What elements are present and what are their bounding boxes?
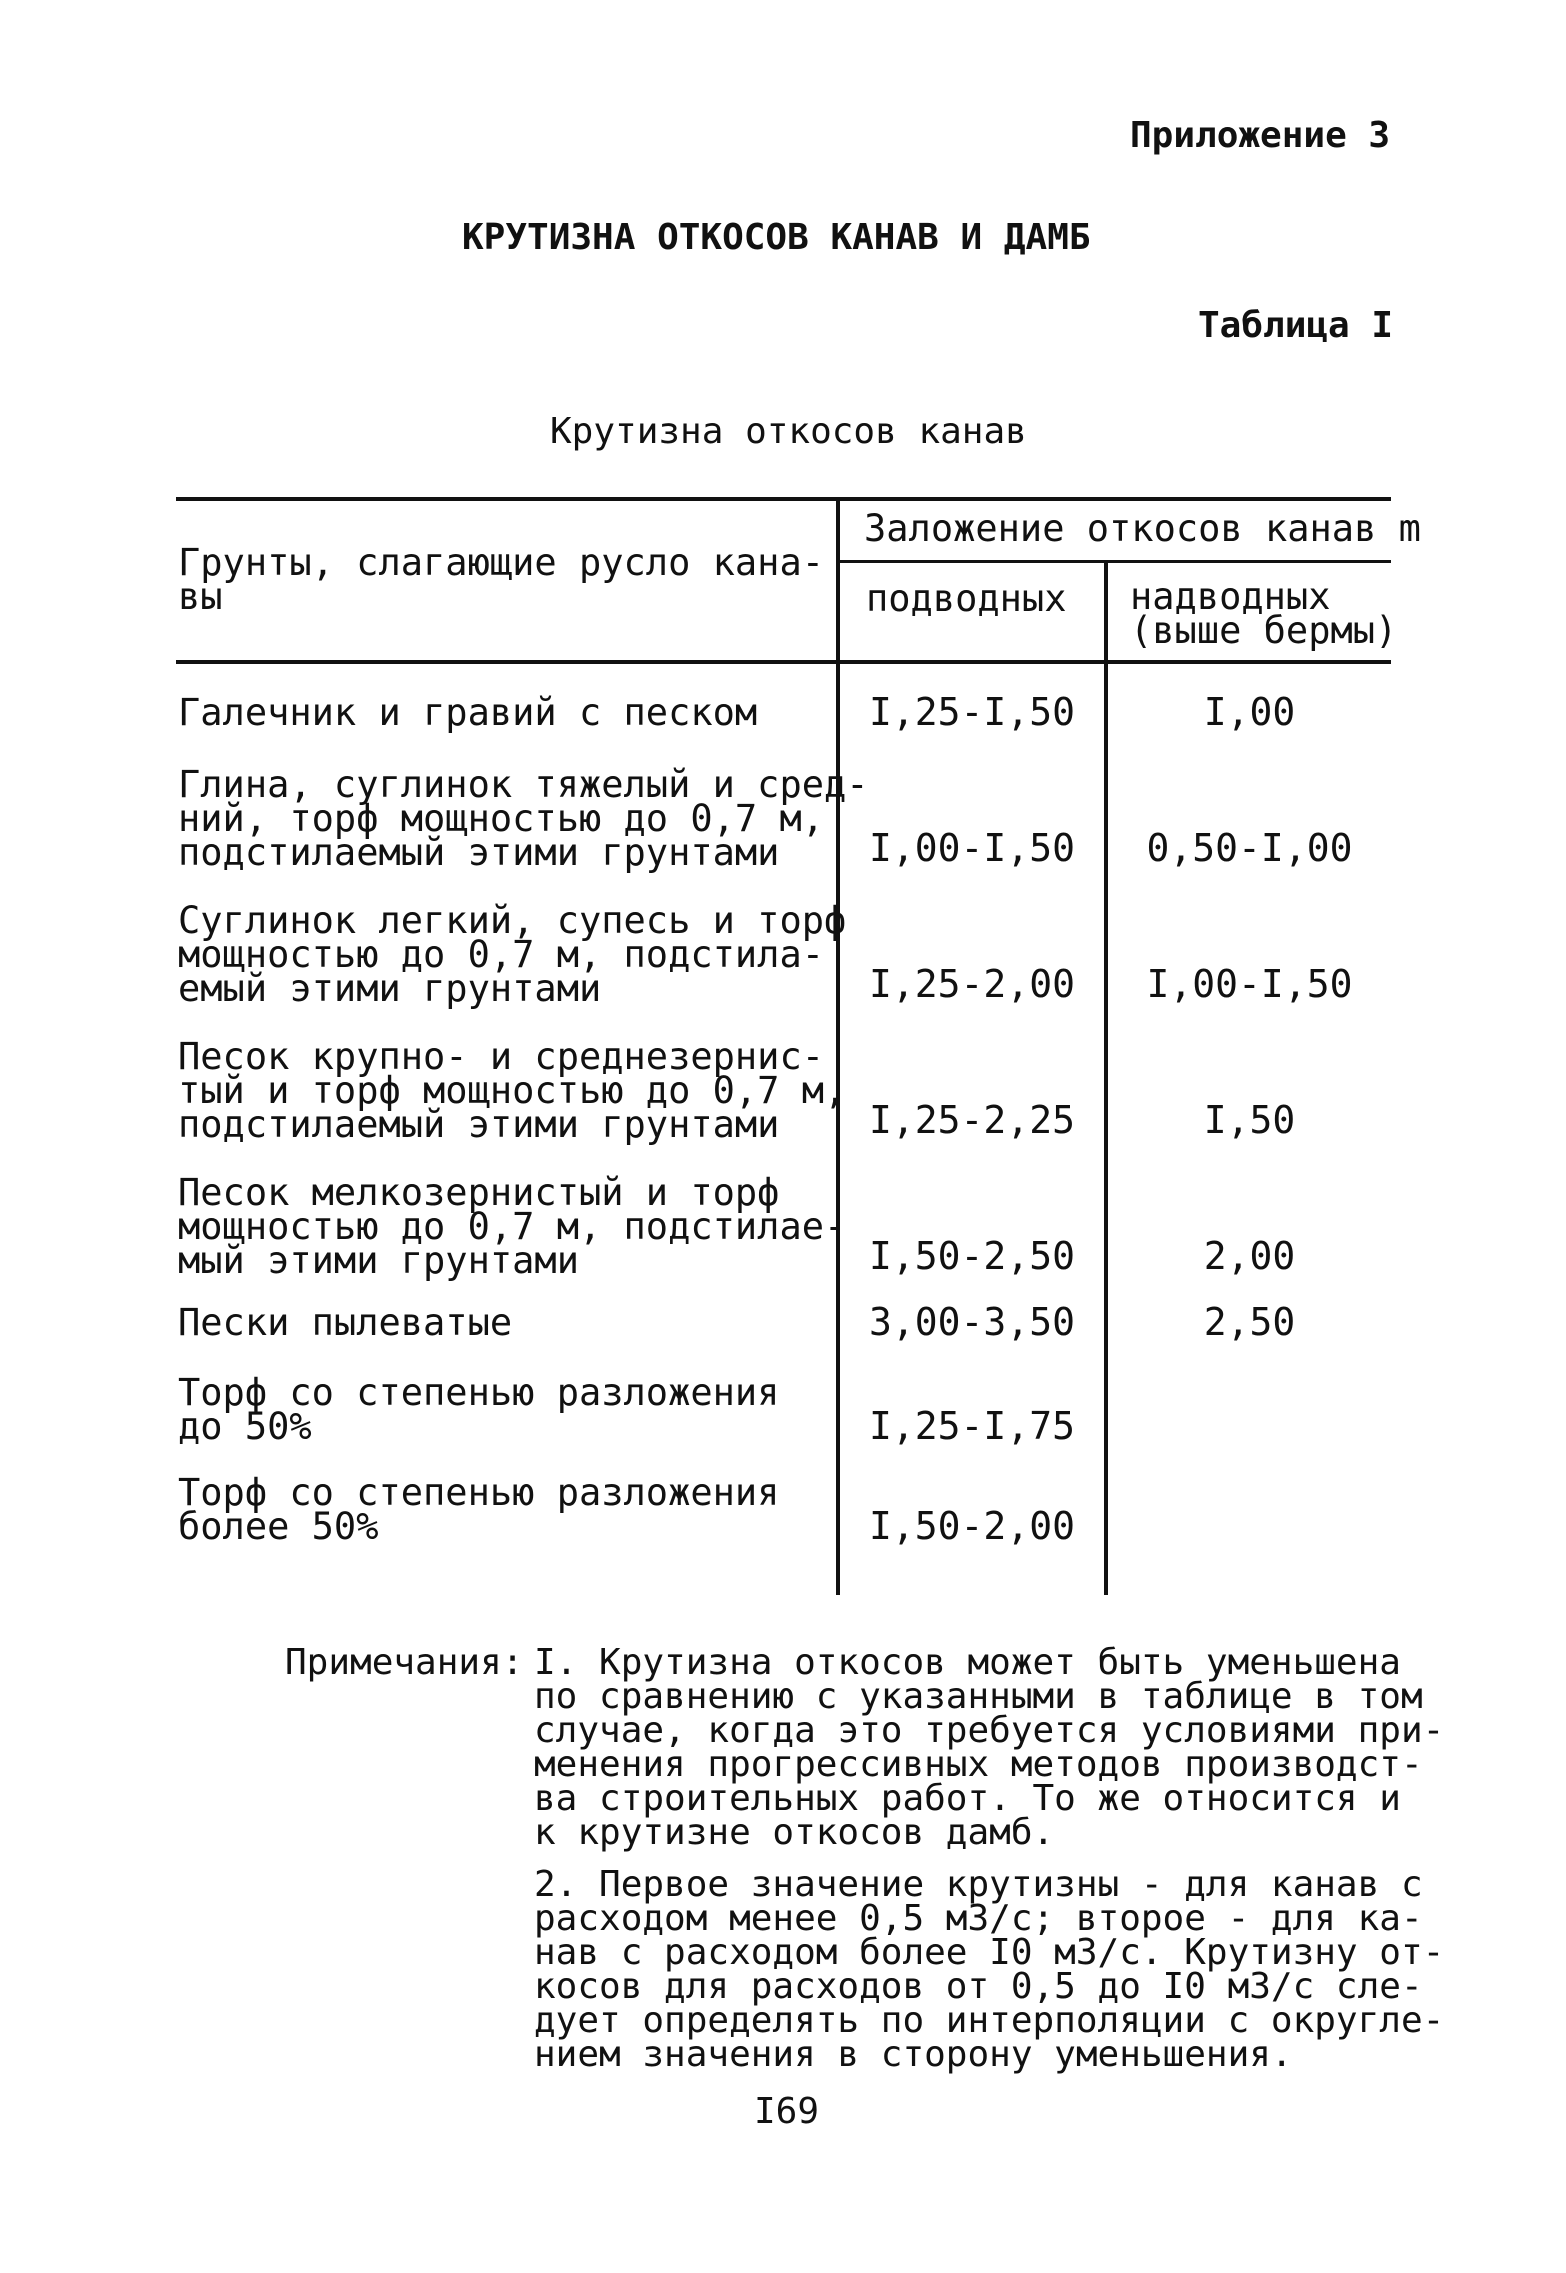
row-7-underwater: I,25-I,75 (869, 1404, 1075, 1448)
row-4-underwater: I,25-2,25 (869, 1098, 1075, 1142)
header-slope-group: Заложение откосов канав m (864, 507, 1421, 550)
row-1-underwater: I,25-I,50 (869, 690, 1075, 734)
row-4-abovewater: I,50 (1203, 1098, 1296, 1142)
header-abovewater: надводных (выше бермы) (1130, 575, 1398, 652)
header-soil: Грунты, слагающие русло кана- вы (178, 541, 825, 618)
row-6-abovewater: 2,50 (1203, 1300, 1296, 1344)
table-label: Таблица I (1198, 305, 1394, 346)
header-underwater: подводных (866, 577, 1067, 620)
note-2: 2. Первое значение крутизны - для канав с расходом менее 0,5 м3/с; второе - для ка- нав с расходом более I0 м3/с. Крутизну от- косов для расходов от 0,5 до I0 м3/с сле- дует определять по интерполяции с округле- нием значения в сторону уменьшения. (534, 1864, 1445, 2075)
row-1-soil: Галечник и гравий с песком (178, 691, 758, 734)
header-bottom-rule (176, 660, 1391, 664)
row-5-underwater: I,50-2,50 (869, 1234, 1075, 1278)
page-title: КРУТИЗНА ОТКОСОВ КАНАВ И ДАМБ (462, 217, 1091, 258)
row-6-underwater: 3,00-3,50 (869, 1300, 1075, 1344)
row-2-abovewater: 0,50-I,00 (1146, 826, 1353, 870)
row-8-underwater: I,50-2,00 (869, 1504, 1075, 1548)
note-1: I. Крутизна откосов может быть уменьшена по сравнению с указанными в таблице в том случае, когда это требуется условиями при- менения прогрессивных методов производст- ва строительных работ. То же относится и к крутизне откосов дамб. (534, 1642, 1445, 1853)
table-caption: Крутизна откосов канав (550, 411, 1027, 452)
row-2-soil: Глина, суглинок тяжелый и сред- ний, торф мощностью до 0,7 м, подстилаемый этими грунтами (178, 763, 869, 874)
row-8-soil: Торф со степенью разложения более 50% (178, 1471, 780, 1548)
row-2-underwater: I,00-I,50 (869, 826, 1075, 870)
row-3-soil: Суглинок легкий, супесь и торф мощностью до 0,7 м, подстила- емый этими грунтами (178, 899, 847, 1010)
group-header-rule (838, 560, 1391, 563)
row-3-underwater: I,25-2,00 (869, 962, 1075, 1006)
row-3-abovewater: I,00-I,50 (1146, 962, 1353, 1006)
row-7-soil: Торф со степенью разложения до 50% (178, 1371, 780, 1448)
notes-label: Примечания: (285, 1642, 524, 1683)
page-number: I69 (754, 2091, 820, 2132)
row-5-abovewater: 2,00 (1203, 1234, 1296, 1278)
row-5-soil: Песок мелкозернистый и торф мощностью до 0,7 м, подстилае- мый этими грунтами (178, 1171, 847, 1282)
row-6-soil: Пески пылеватые (178, 1301, 513, 1344)
row-1-abovewater: I,00 (1203, 690, 1296, 734)
table-top-rule (176, 497, 1391, 501)
row-4-soil: Песок крупно- и среднезернис- тый и торф мощностью до 0,7 м, подстилаемый этими грунтами (178, 1035, 847, 1146)
appendix-label: Приложение 3 (1130, 115, 1391, 156)
